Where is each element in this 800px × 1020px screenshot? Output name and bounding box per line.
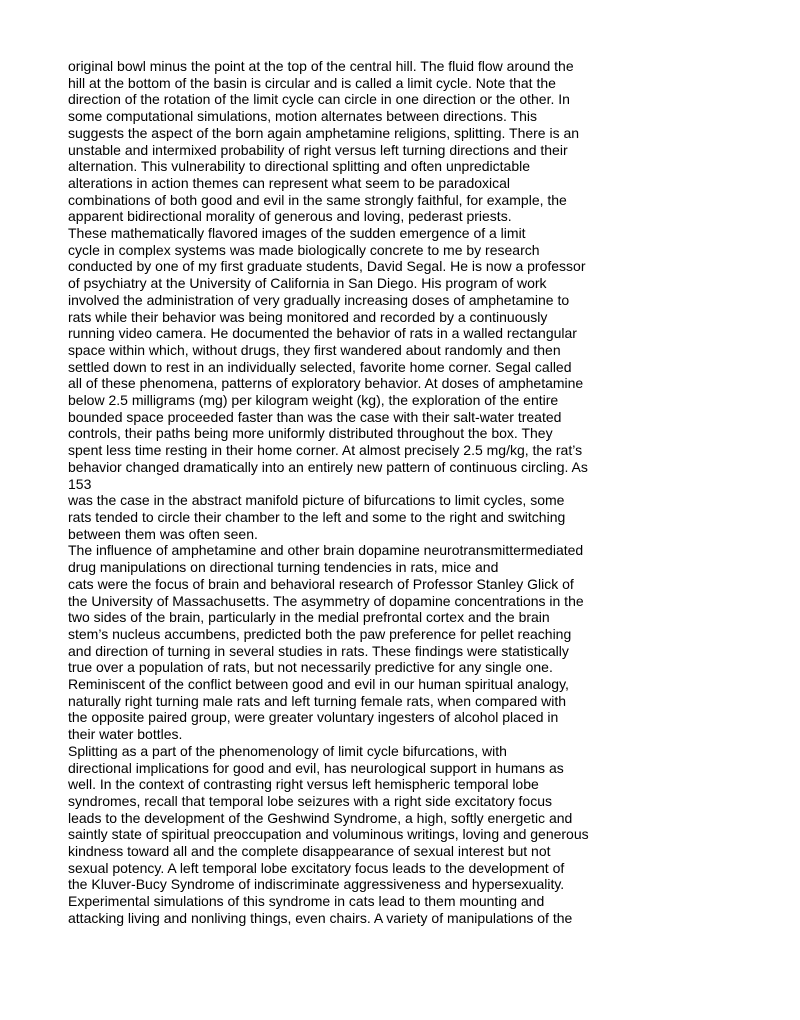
text-line: alternation. This vulnerability to directional splitting and often unpredictable bbox=[68, 158, 531, 175]
text-line: direction of the rotation of the limit cycle can circle in one direction or the other. In bbox=[68, 91, 570, 108]
text-line: bounded space proceeded faster than was the case with their salt-water treated bbox=[68, 408, 562, 425]
text-line: some computational simulations, motion alternates between directions. This bbox=[68, 108, 537, 125]
text-line: hill at the bottom of the basin is circular and is called a limit cycle. Note that the bbox=[68, 74, 556, 91]
text-line: true over a population of rats, but not necessarily predictive for any single one. bbox=[68, 659, 553, 676]
text-line: rats while their behavior was being monitored and recorded by a continuously bbox=[68, 308, 548, 325]
text-line: alterations in action themes can represent what seem to be paradoxical bbox=[68, 174, 511, 191]
text-line: well. In the context of contrasting right versus left hemispheric temporal lobe bbox=[68, 776, 539, 793]
text-line: the opposite paired group, were greater voluntary ingesters of alcohol placed in bbox=[68, 709, 559, 726]
text-line: Experimental simulations of this syndrome in cats lead to them mounting and bbox=[68, 893, 545, 910]
text-line: saintly state of spiritual preoccupation and voluminous writings, loving and generous bbox=[68, 826, 589, 843]
text-line: stem’s nucleus accumbens, predicted both the paw preference for pellet reaching bbox=[68, 625, 572, 642]
text-line: sexual potency. A left temporal lobe excitatory focus leads to the development of bbox=[68, 859, 565, 876]
text-line: attacking living and nonliving things, even chairs. A variety of manipulations of the bbox=[68, 909, 573, 926]
text-line: The influence of amphetamine and other brain dopamine neurotransmittermediated bbox=[68, 542, 584, 559]
text-line: cats were the focus of brain and behavioral research of Professor Stanley Glick of bbox=[68, 575, 574, 592]
text-line: kindness toward all and the complete disappearance of sexual interest but not bbox=[68, 843, 551, 860]
text-line: Splitting as a part of the phenomenology of limit cycle bifurcations, with bbox=[68, 742, 507, 759]
text-line: and direction of turning in several studies in rats. These findings were statistically bbox=[68, 642, 569, 659]
text-line: was the case in the abstract manifold picture of bifurcations to limit cycles, some bbox=[68, 492, 565, 509]
text-line: conducted by one of my first graduate students, David Segal. He is now a professor bbox=[68, 258, 586, 275]
text-line: their water bottles. bbox=[68, 726, 183, 743]
text-line: original bowl minus the point at the top of the central hill. The fluid flow around the bbox=[68, 58, 574, 74]
text-line: the Kluver-Bucy Syndrome of indiscriminate aggressiveness and hypersexuality. bbox=[68, 876, 565, 893]
text-line: leads to the development of the Geshwind Syndrome, a high, softly energetic and bbox=[68, 809, 573, 826]
text-line: rats tended to circle their chamber to the left and some to the right and switching bbox=[68, 508, 566, 525]
text-line: all of these phenomena, patterns of exploratory behavior. At doses of amphetamine bbox=[68, 375, 584, 392]
text-line: naturally right turning male rats and left turning female rats, when compared with bbox=[68, 692, 567, 709]
text-line: involved the administration of very gradually increasing doses of amphetamine to bbox=[68, 291, 570, 308]
document-page bbox=[68, 58, 768, 927]
body-text bbox=[68, 58, 768, 927]
text-line: settled down to rest in an individually selected, favorite home corner. Segal called bbox=[68, 358, 572, 375]
text-line: These mathematically flavored images of the sudden emergence of a limit bbox=[68, 225, 526, 242]
text-line: combinations of both good and evil in the same strongly faithful, for example, the bbox=[68, 191, 567, 208]
text-line: directional implications for good and evil, has neurological support in humans as bbox=[68, 759, 564, 776]
text-line: of psychiatry at the University of California in San Diego. His program of work bbox=[68, 275, 547, 292]
text-line: spent less time resting in their home corner. At almost precisely 2.5 mg/kg, the rat’s bbox=[68, 442, 583, 459]
text-line: apparent bidirectional morality of generous and loving, pederast priests. bbox=[68, 208, 512, 225]
text-line: the University of Massachusetts. The asymmetry of dopamine concentrations in the bbox=[68, 592, 584, 609]
page-number: 153 bbox=[68, 475, 92, 492]
text-line: cycle in complex systems was made biologically concrete to me by research bbox=[68, 241, 540, 258]
text-line: below 2.5 milligrams (mg) per kilogram weight (kg), the exploration of the entire bbox=[68, 392, 559, 409]
text-line: running video camera. He documented the behavior of rats in a walled rectangular bbox=[68, 325, 577, 342]
text-line: unstable and intermixed probability of right versus left turning directions and their bbox=[68, 141, 568, 158]
text-line: behavior changed dramatically into an entirely new pattern of continuous circling. As bbox=[68, 458, 588, 475]
text-line: space within which, without drugs, they first wandered about randomly and then bbox=[68, 341, 561, 358]
text-line: between them was often seen. bbox=[68, 525, 258, 542]
text-line: two sides of the brain, particularly in the medial prefrontal cortex and the brain bbox=[68, 609, 550, 626]
text-line: controls, their paths being more uniformly distributed throughout the box. They bbox=[68, 425, 553, 442]
text-line: Reminiscent of the conflict between good and evil in our human spiritual analogy, bbox=[68, 676, 569, 693]
text-line: drug manipulations on directional turning tendencies in rats, mice and bbox=[68, 559, 499, 576]
text-line: suggests the aspect of the born again amphetamine religions, splitting. There is an bbox=[68, 124, 580, 141]
text-line: syndromes, recall that temporal lobe seizures with a right side excitatory focus bbox=[68, 792, 552, 809]
